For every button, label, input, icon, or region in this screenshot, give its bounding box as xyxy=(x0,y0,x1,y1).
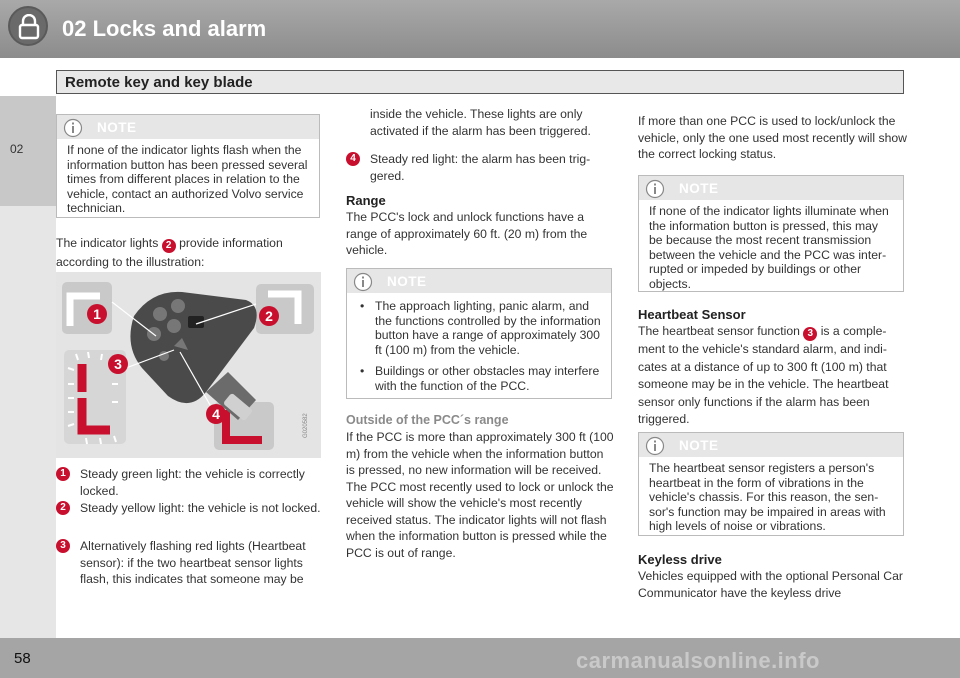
note-box-range xyxy=(346,268,612,399)
chapter-side-tab xyxy=(0,96,56,206)
note-box-indicator xyxy=(56,114,320,218)
lock-icon xyxy=(8,6,48,46)
header-bar xyxy=(0,0,960,58)
callout-3: 3 xyxy=(56,539,70,553)
callout-2: 2 xyxy=(56,501,70,515)
note-body xyxy=(347,293,611,406)
list-item-text: Steady red light: the alarm has been triggered. xyxy=(370,152,591,183)
section-title: Remote key and key blade xyxy=(65,74,253,91)
note-label: NOTE xyxy=(679,181,719,196)
info-icon xyxy=(645,179,665,199)
info-icon xyxy=(353,272,373,292)
watermark: carmanualsonline.info xyxy=(576,648,820,673)
note-text: The heartbeat sensor registers a person's heartbeat in the form of vibrations in the vehicle's chassis. For this reason, the sensor's function may be impaired in areas with high levels of noise or vibrations. xyxy=(649,461,886,533)
key-illustration xyxy=(56,272,321,458)
callout-4: 4 xyxy=(346,152,360,166)
range-heading: Range xyxy=(346,193,386,208)
range-text: The PCC's lock and unlock functions have a range of approximately 60 ft. (20 m) from the vehicle. xyxy=(346,210,588,257)
multiple-pcc-text: If more than one PCC is used to lock/unlock the vehicle, only the one used most recently will show the correct locking status. xyxy=(638,114,907,161)
figure-callout-3-label: 3 xyxy=(114,356,122,372)
side-tab-label: 02 xyxy=(10,142,24,156)
list-item-text: Alternatively flashing red lights (Heartbeat sensor): if the two heartbeat sensor lights flash, this indicates that someone may be xyxy=(80,539,306,586)
list-item-1 xyxy=(56,466,322,499)
note-header xyxy=(639,433,903,457)
intro-text-after: provide information according to the illustration: xyxy=(56,236,283,269)
list-item-3 xyxy=(56,538,322,588)
side-strip xyxy=(0,206,56,638)
figure-code: G020582 xyxy=(303,413,309,438)
note-bullet: • Buildings or other obstacles may interfere with the function of the PCC. xyxy=(357,364,601,393)
page-number: 58 xyxy=(14,650,31,667)
note-label: NOTE xyxy=(387,274,427,289)
list-item-text: Steady yellow light: the vehicle is not locked. xyxy=(80,501,321,515)
note-box-heartbeat xyxy=(638,432,904,536)
intro-text-before: The indicator lights xyxy=(56,236,159,250)
note-label: NOTE xyxy=(679,438,719,453)
figure-callout-2-label: 2 xyxy=(265,308,273,324)
outside-range-heading: Outside of the PCC´s range xyxy=(346,413,509,427)
heartbeat-text-after: is a complement to the vehicle's standard alarm, and indicates at a distance of up to 300 ft (100 m) that someone may be in the vehicle. The heartbeat sensor only functions if the alarm has been triggered. xyxy=(638,324,889,426)
chapter-title: 02 Locks and alarm xyxy=(62,16,267,41)
keyless-heading: Keyless drive xyxy=(638,552,722,567)
list-item-2 xyxy=(56,500,322,517)
note-header xyxy=(57,115,319,139)
heartbeat-text xyxy=(638,323,908,429)
note-header xyxy=(347,269,611,293)
note-text: If none of the indicator lights illuminate when the information button is pressed, this may be because the most recent transmission between the vehicle and the PCC was interrupted or impeded by buildings or other objects. xyxy=(649,204,889,291)
indicator-intro xyxy=(56,234,320,272)
continued-text: inside the vehicle. These lights are only activated if the alarm has been triggered. xyxy=(370,107,591,138)
keyless-text: Vehicles equipped with the optional Personal Car Communicator have the keyless drive xyxy=(638,569,903,600)
callout-2: 2 xyxy=(162,239,176,253)
section-title-bar xyxy=(56,70,904,94)
note-box-transmission xyxy=(638,175,904,292)
note-bullet: • The approach lighting, panic alarm, and the functions controlled by the information button have a range of approximately 300 ft (100 m) from the vehicle. xyxy=(357,299,601,357)
list-item-text: Steady green light: the vehicle is correctly locked. xyxy=(80,467,305,498)
note-label: NOTE xyxy=(97,120,137,135)
info-icon xyxy=(63,118,83,138)
list-item-4 xyxy=(346,151,610,184)
outside-range-text: If the PCC is more than approximately 300 ft (100 m) from the vehicle when the information button is pressed, no new information will be received. The PCC most recently used to lock or unlock the vehicle will show the vehicle's most recently received status. The indicator lights will not flash when the information button is pressed while the PCC is out of range. xyxy=(346,430,614,560)
callout-1: 1 xyxy=(56,467,70,481)
figure-callout-1-label: 1 xyxy=(93,306,101,322)
note-header xyxy=(639,176,903,200)
callout-3: 3 xyxy=(803,327,817,341)
heartbeat-heading: Heartbeat Sensor xyxy=(638,307,746,322)
figure-callout-4-label: 4 xyxy=(212,406,220,422)
note-text: If none of the indicator lights flash when the information button has been pressed several times from different places in relation to the vehicle, contact an authorized Volvo service technician. xyxy=(67,143,308,215)
info-icon xyxy=(645,436,665,456)
heartbeat-text-before: The heartbeat sensor function xyxy=(638,324,800,338)
